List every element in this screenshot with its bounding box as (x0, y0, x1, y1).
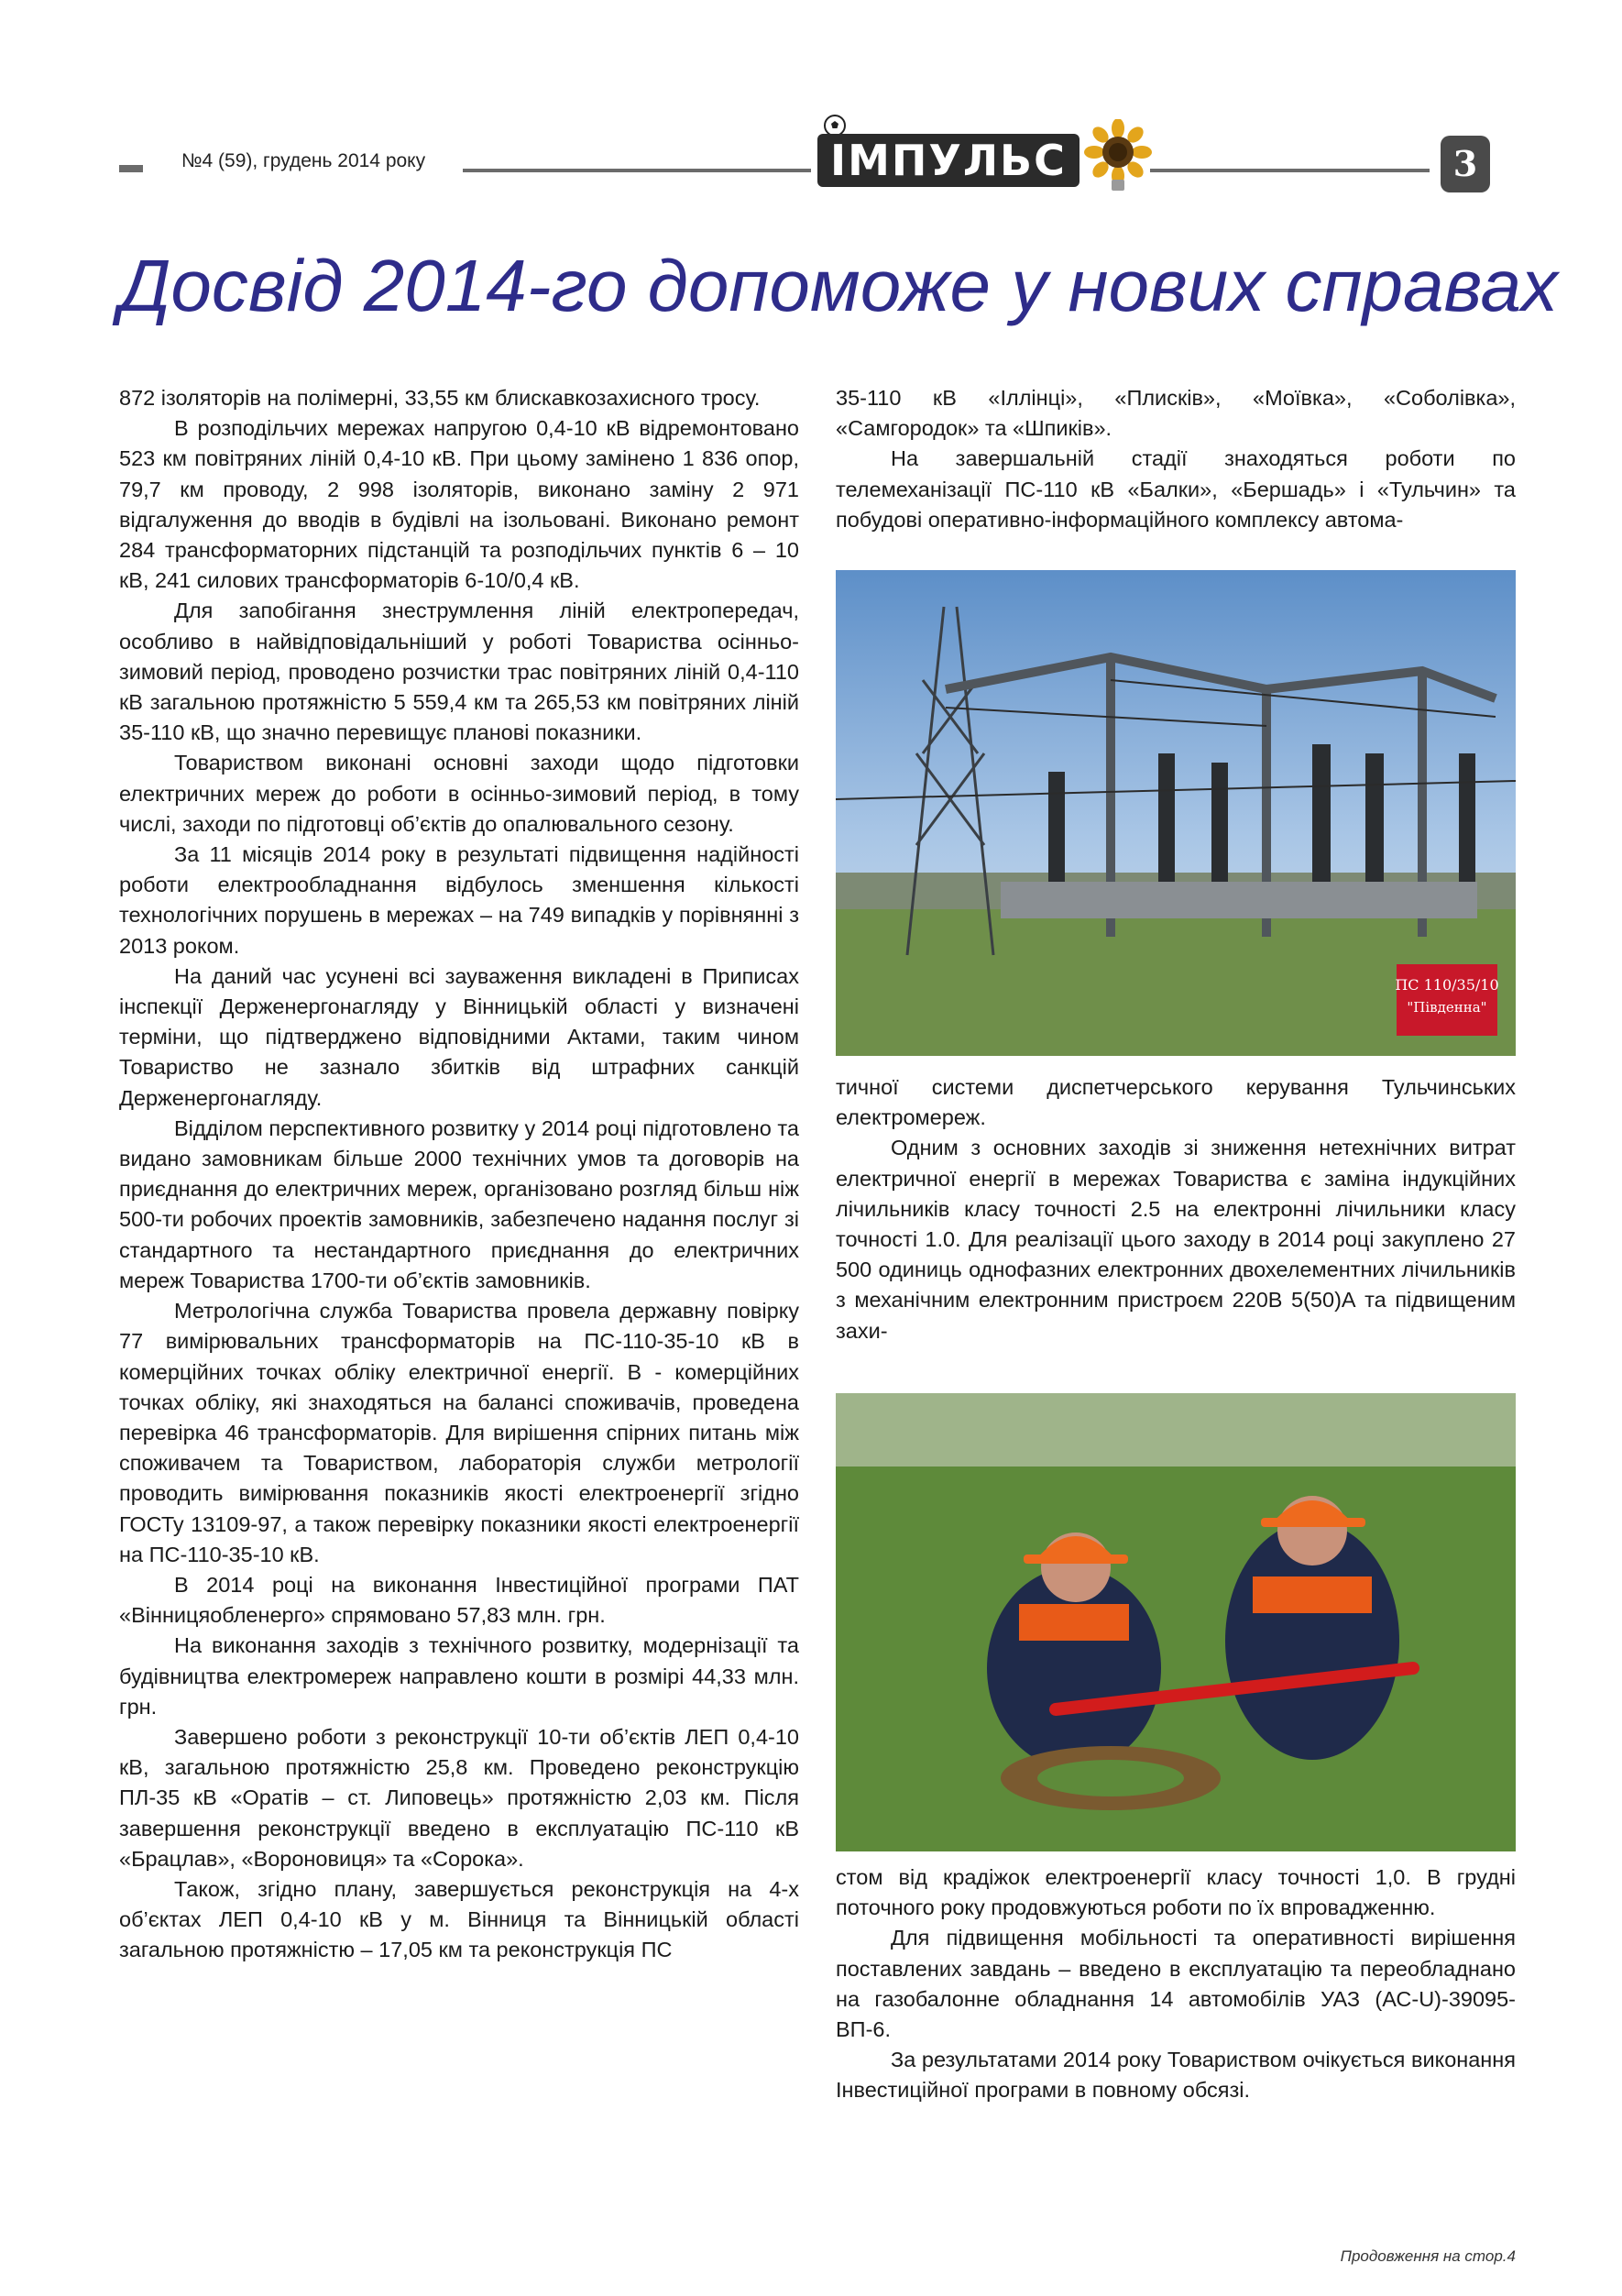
paragraph: Товариством виконані основні заходи щодо підготовки електричних мереж до роботи в осінньо-зимовий період, в тому числі, заходи по підготовці об’єктів до опалювального сезону. (119, 751, 799, 836)
paragraph: На даний час усунені всі зауваження викладені в Приписах інспекції Держенергонагляду у Вінницькій області у визначені терміни, що підтверджено відповідними Актами, таким чином Товариство не зазнало збитків від штрафних санкцій Держенергонагляду. (119, 963, 799, 1110)
header-rule-left (463, 169, 811, 172)
page-number: 3 (1441, 136, 1490, 192)
logo (817, 112, 1156, 196)
paragraph: 35-110 кВ «Іллінці», «Плисків», «Моївка», «Соболівка», «Самгородок» та «Шпиків». (836, 386, 1516, 441)
logo-text: ІМПУЛЬС (817, 134, 1080, 187)
right-column-top (836, 383, 1516, 535)
paragraph: стом від крадіжок електроенергії класу точності 1,0. В грудні поточного року продовжуються роботи по їх впровадженню. (836, 1865, 1516, 1920)
paragraph: Метрологічна служба Товариства провела державну повірку 77 вимірювальних трансформаторів на ПС-110-35-10 кВ в комерційних точках обліку електричної енергії. В - комерційних точках обліку, які знаходяться на балансі споживачів, проведена перевірка 46 трансформаторів. Для вирішення спірних питань між споживачем та Товариством, лабораторія служби метрології проводить вимірювання показників якості електроенергії згідно ГОСТу 13109-97, а також перевірку показники якості електроенергії на ПС-110-35-10 кВ. (119, 1299, 799, 1566)
header-dash (119, 165, 143, 172)
article-title: Досвід 2014-го допоможе у нових справах (119, 245, 1558, 326)
paragraph: Завершено роботи з реконструкції 10-ти об’єктів ЛЕП 0,4-10 кВ, загальною протяжністю 25,8 км. Проведено реконструкцію ПЛ-35 кВ «Оратів – ст. Липовець» протяжністю 2,03 км. Після завершення реконструкції введено в експлуатацію ПС-110 кВ «Брацлав», «Вороновиця» та «Сорока». (119, 1724, 799, 1871)
header-rule-right (1150, 169, 1430, 172)
paragraph: Для підвищення мобільності та оперативності вирішення поставлених завдань – введено в експлуатацію та переобладнано на газобалонне обладнання 14 автомобілів УАЗ (АС-U)-39095-ВП-6. (836, 1926, 1516, 2042)
workers-photo (836, 1393, 1516, 1851)
continued-note: Продовження на стор.4 (1340, 2247, 1516, 2265)
paragraph: Одним з основних заходів зі зниження нетехнічних витрат електричної енергії в мережах Товариства є заміна індукційних лічильників класу точності 2.5 на електронні лічильники класу точності 1.0. Для реалізації цього заходу в 2014 році закуплено 27 500 одиниць однофазних електронних двохелементних лічильників з механічним електронним пристроєм 220В 5(50)А та підвищеним захи- (836, 1136, 1516, 1343)
sunflower-bulb-icon (1081, 119, 1155, 192)
paragraph: Відділом перспективного розвитку у 2014 році підготовлено та видано замовникам більше 2000 технічних умов та договорів на приєднання до електричних мереж, організовано розгляд більш ніж 500-ти робочих проектів замовників, забезпечено надання послуг зі стандартного та нестандартного приєднання до електричних мереж Товариства 1700-ти об’єктів замовників. (119, 1115, 799, 1292)
sign-line-1: ПС 110/35/10 (1395, 976, 1499, 994)
paragraph: За 11 місяців 2014 року в результаті підвищення надійності роботи електрообладнання відбулось зменшення кількості технологічних порушень в мережах – на 749 випадків у порівнянні з 2013 роком. (119, 842, 799, 958)
right-column-bottom (836, 1862, 1516, 2106)
paragraph: Для запобігання знеструмлення ліній електропередач, особливо в найвідповідальніший у роботі Товариства осінньо-зимовий період, проводено розчистки трас повітряних ліній 0,4-110 кВ загальною протяжністю 5 559,4 км та 265,53 км повітряних ліній 35-110 кВ, що значно перевищує планові показники. (119, 599, 799, 745)
sign-line-2: "Південна" (1407, 999, 1487, 1016)
paragraph: тичної системи диспетчерського керування Тульчинських електромереж. (836, 1075, 1516, 1130)
paragraph: Також, згідно плану, завершується реконструкція на 4-х об’єктах ЛЕП 0,4-10 кВ у м. Вінниця та Вінницькій області загальною протяжністю – 17,05 км та реконструкція ПС (119, 1876, 799, 1962)
paragraph: В 2014 році на виконання Інвестиційної програми ПАТ «Вінницяобленерго» спрямовано 57,83 млн. грн. (119, 1572, 799, 1628)
paragraph: За результатами 2014 року Товариством очікується виконання Інвестиційної програми в повному обсязі. (836, 2048, 1516, 2103)
issue-label: №4 (59), грудень 2014 року (181, 150, 426, 171)
paragraph: На виконання заходів з технічного розвитку, модернізації та будівництва електромереж направлено кошти в розмірі 44,33 млн. грн. (119, 1633, 799, 1719)
right-column-middle (836, 1072, 1516, 1346)
paragraph: 872 ізоляторів на полімерні, 33,55 км блискавкозахисного тросу. (119, 386, 761, 410)
substation-photo (836, 570, 1516, 1056)
paragraph: В розподільчих мережах напругою 0,4-10 кВ відремонтовано 523 км повітряних ліній 0,4-10 кВ. При цьому замінено 1 836 опор, 79,7 км проводу, 2 998 ізоляторів, виконано заміну 2 971 відгалуження до вводів в будівлі на ізольовані. Виконано ремонт 284 трансформаторних підстанцій та розподільчих пунктів 6 – 10 кВ, 241 силових трансформаторів 6-10/0,4 кВ. (119, 416, 799, 593)
paragraph: На завершальній стадії знаходяться роботи по телемеханізації ПС-110 кВ «Балки», «Бершадь» і «Тульчин» та побудові оперативно-інформаційного комплексу автома- (836, 446, 1516, 532)
left-column (119, 383, 799, 1966)
